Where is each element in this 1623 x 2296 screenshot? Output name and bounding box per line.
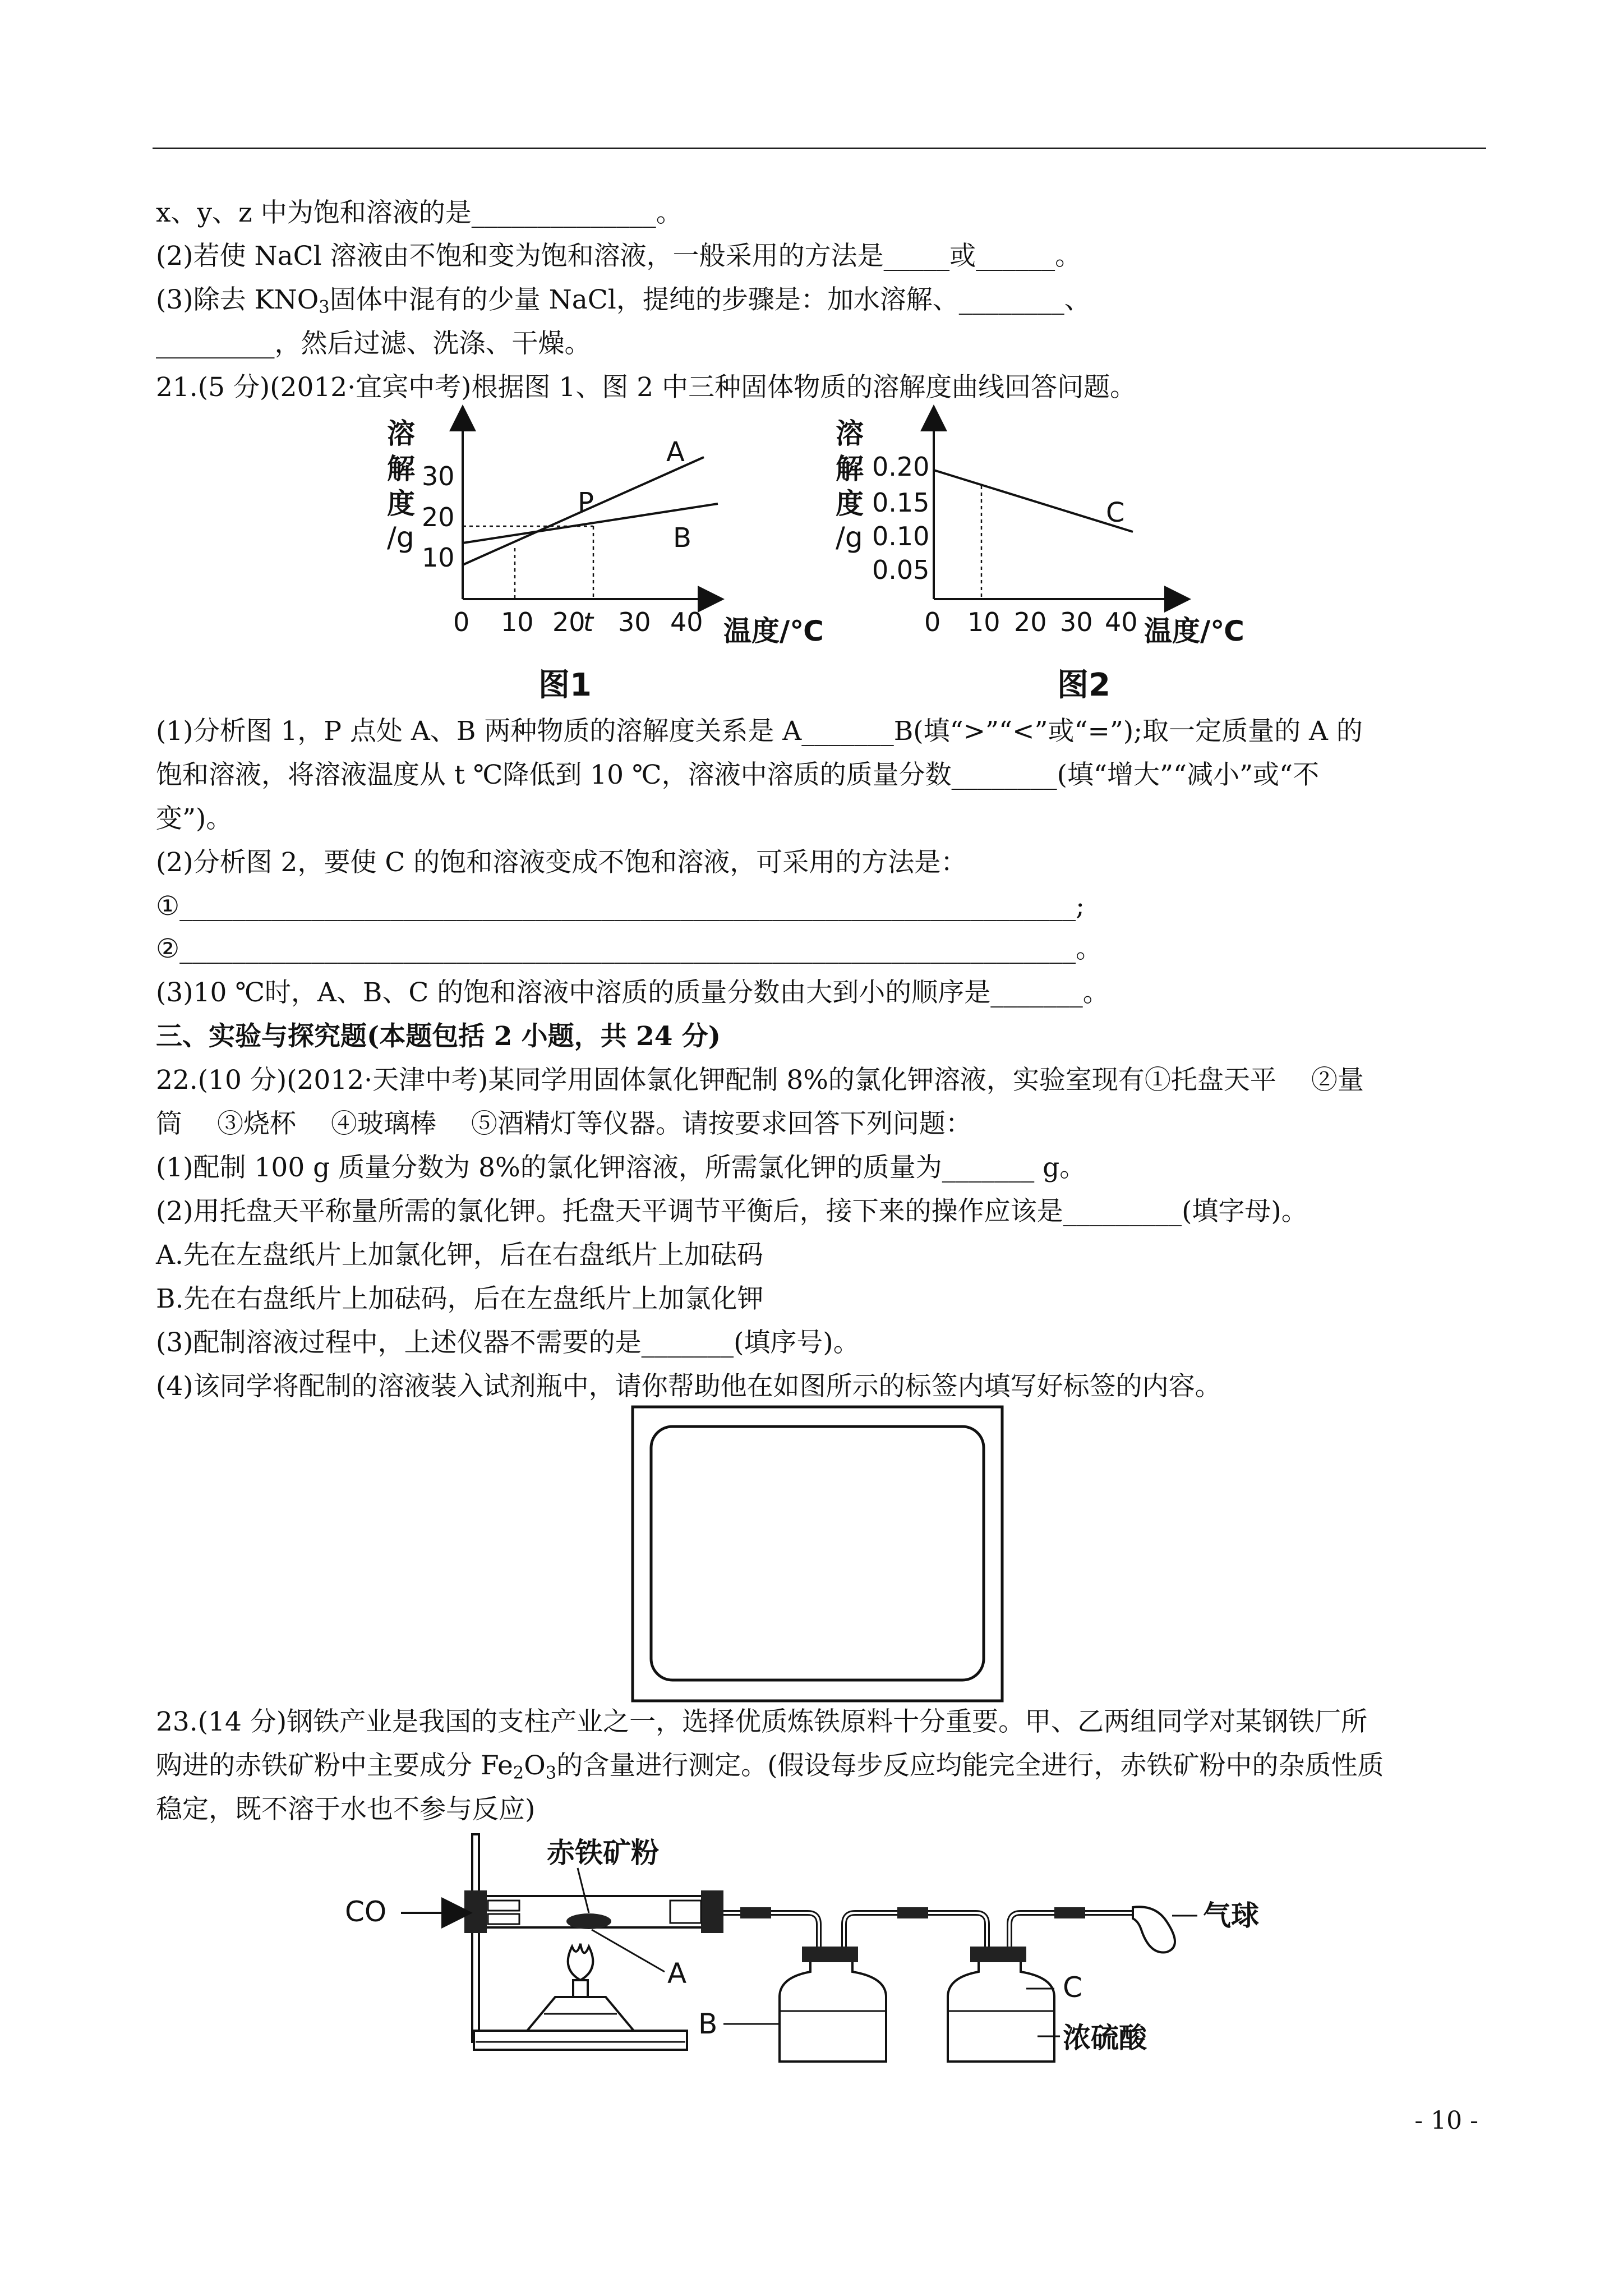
option-b: B.先在右盘纸片上加砝码，后在左盘纸片上加氯化钾 [156,1283,764,1314]
x-tick-label: 20 [1014,607,1047,637]
figure-caption: 图2 [1057,667,1110,703]
x-tick-label: 20 [552,607,585,637]
text-line: 稳定，既不溶于水也不参与反应) [156,1794,536,1825]
ylabel-char: /g [836,521,863,554]
x-tick-label: 40 [670,607,703,637]
x-tick-label: 10 [501,607,534,637]
balloon-label: 气球 [1203,1899,1259,1932]
text-line: (2)分析图 2，要使 C 的饱和溶液变成不饱和溶液，可采用的方法是： [156,847,967,878]
text-line: (3)10 ℃时，A、B、C 的饱和溶液中溶质的质量分数由大到小的顺序是_______。 [156,977,1109,1008]
point-p-label: P [578,487,594,518]
label-a: A [667,1957,687,1990]
reagent-label-box [631,1405,1004,1703]
ylabel-char: 度 [836,487,864,520]
question-23-heading: 23.(14 分)钢铁产业是我国的支柱产业之一，选择优质炼铁原料十分重要。甲、乙两组同学对某钢铁厂所 [156,1706,1368,1737]
text-line [156,1748,1384,1784]
question-21-heading: 21.(5 分)(2012·宜宾中考)根据图 1、图 2 中三种固体物质的溶解度曲线回答问题。 [156,372,1137,403]
text-line: 饱和溶液，将溶液温度从 t ℃降低到 10 ℃，溶液中溶质的质量分数________(填“增大”“减小”或“不 [156,760,1320,790]
text-span: O [524,1750,546,1781]
question-22-heading: 22.(10 分)(2012·天津中考)某同学用固体氯化钾配制 8%的氯化钾溶液，实验室现有①托盘天平 ②量 [156,1065,1364,1096]
solubility-chart-2 [824,409,1273,724]
x-axis-label: 温度/℃ [723,615,824,647]
balloon [1133,1907,1175,1952]
x-tick-label: 10 [967,607,1000,637]
text-line: (3)配制溶液过程中，上述仪器不需要的是_______(填序号)。 [156,1327,860,1358]
text-line [156,282,1091,318]
bottle-b [780,1947,886,2062]
y-tick-label: 0.10 [872,521,930,551]
ylabel-char: 解 [387,453,415,485]
ylabel-char: 溶 [836,417,864,450]
subscript: 3 [319,297,330,318]
text-line: (2)用托盘天平称量所需的氯化钾。托盘天平调节平衡后，接下来的操作应该是_________(填字母)。 [156,1196,1308,1227]
text-span: 的含量进行测定。(假设每步反应均能完全进行，赤铁矿粉中的杂质性质 [556,1750,1384,1781]
co-label: CO [345,1895,387,1928]
y-tick-label: 30 [422,461,455,491]
x-axis-label: 温度/℃ [1144,615,1244,647]
option-a: A.先在左盘纸片上加氯化钾，后在右盘纸片上加砝码 [156,1240,763,1271]
ore-label: 赤铁矿粉 [547,1837,659,1869]
text-line: (1)配制 100 g 质量分数为 8%的氯化钾溶液，所需氯化钾的质量为_______ g。 [156,1152,1086,1183]
curve-c-label: C [1106,497,1125,528]
y-tick-label: 0.15 [872,487,930,518]
page-number: - 10 - [1414,2106,1478,2135]
ylabel-char: 溶 [387,417,415,450]
ylabel-char: 度 [387,487,415,520]
section-heading: 三、实验与探究题(本题包括 2 小题，共 24 分) [156,1021,721,1052]
y-tick-label: 10 [422,542,455,573]
text-span: 固体中混有的少量 NaCl，提纯的步骤是：加水溶解、________、 [329,284,1091,315]
subscript: 2 [513,1763,524,1783]
text-line: _________，然后过滤、洗涤、干燥。 [156,328,591,359]
figure-caption: 图1 [538,667,592,703]
text-line: 筒 ③烧杯 ④玻璃棒 ⑤酒精灯等仪器。请按要求回答下列问题： [156,1108,972,1139]
x-tick-label: 40 [1105,607,1138,637]
text-line: (2)若使 NaCl 溶液由不饱和变为饱和溶液，一般采用的方法是_____或______。 [156,241,1082,272]
text-line: x、y、z 中为饱和溶液的是______________。 [156,197,683,228]
answer-line: ②____________________________________________________________________。 [156,933,1103,964]
ylabel-char: 解 [836,453,864,485]
bottle-c [948,1947,1054,2062]
curve-c [934,470,1133,532]
y-tick-label: 20 [422,502,455,532]
text-line: 变”)。 [156,803,233,834]
t-tick-label: t [583,607,594,637]
reaction-tube [464,1890,723,1933]
label-b: B [698,2008,718,2040]
acid-label: 浓硫酸 [1063,2022,1147,2054]
y-tick-label: 0.05 [872,555,930,585]
curve-b-label: B [673,522,691,554]
answer-line: ①____________________________________________________________________; [156,891,1085,922]
curve-a-label: A [666,436,685,468]
subscript: 3 [545,1763,557,1783]
text-span: (3)除去 KNO [156,284,319,315]
text-line: (4)该同学将配制的溶液装入试剂瓶中，请你帮助他在如图所示的标签内填写好标签的内容。 [156,1371,1221,1402]
label-c: C [1063,1971,1082,2004]
x-tick-label: 30 [1060,607,1093,637]
alcohol-burner [527,1944,634,2031]
text-span: 购进的赤铁矿粉中主要成分 Fe [156,1750,513,1781]
apparatus-diagram [336,1823,1290,2064]
y-tick-label: 0.20 [872,452,930,482]
ylabel-char: /g [387,521,414,554]
solubility-chart-1 [370,409,824,724]
x-tick-label: 0 [924,607,941,637]
text-line: (1)分析图 1，P 点处 A、B 两种物质的溶解度关系是 A_______B(填“>”“<”或“=”);取一定质量的 A 的 [156,716,1363,747]
x-tick-label: 30 [618,607,651,637]
header-rule [153,148,1486,149]
leader-line [592,1930,665,1972]
ore-powder [566,1913,611,1929]
x-tick-label: 0 [453,607,470,637]
